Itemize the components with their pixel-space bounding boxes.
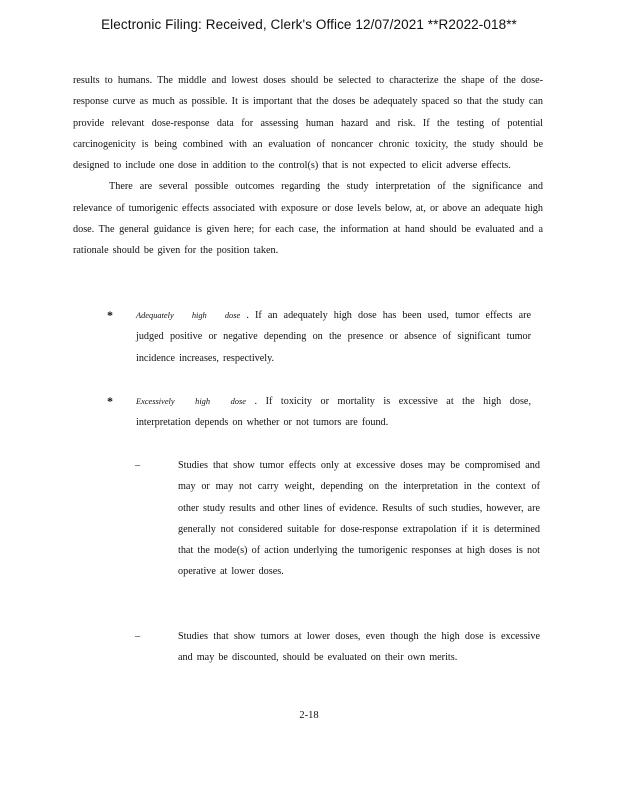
asterisk-bullet-icon: *	[107, 394, 113, 408]
sub-item-text: Studies that show tumors at lower doses, even though the high dose is excessive and may be discounted, should be evaluated on their own merits.	[178, 631, 540, 664]
sub-item-lower-doses	[73, 626, 543, 669]
bullet-content	[136, 391, 531, 434]
bullet-title: Adequately high dose	[136, 311, 241, 320]
bullet-adequately-high-dose	[73, 305, 543, 369]
bullet-content	[136, 305, 531, 369]
asterisk-bullet-icon: *	[107, 308, 113, 322]
sub-item-excessive-doses	[73, 455, 543, 583]
paragraph-outcomes: There are several possible outcomes regarding the study interpretation of the significance and relevance of tumorigenic effects associated with exposure or dose levels below, at, or above an adequate high dose. The general guidance is given here; for each case, the information at hand should be evaluated and a rationale should be given for the position taken.	[73, 181, 543, 257]
dash-bullet-icon: –	[135, 631, 141, 642]
bullet-text: . If toxicity or mortality is excessive at the high dose, interpretation depends on whether or not tumors are found.	[136, 396, 532, 429]
dash-bullet-icon: –	[135, 460, 141, 471]
filing-stamp-header: Electronic Filing: Received, Clerk's Office 12/07/2021 **R2022-018**	[101, 17, 517, 32]
bullet-title: Excessively high dose	[136, 397, 246, 406]
page-number: 2-18	[299, 710, 319, 721]
bullet-excessively-high-dose	[73, 391, 543, 434]
sub-item-text: Studies that show tumor effects only at excessive doses may be compromised and may or may not carry weight, depending on the interpretation in the context of other study results and other lines of evidence. Results of such studies, however, are generally not considered suitable for dose-response extrapolation if it is determined that the mode(s) of action underlying the tumorigenic responses at high doses is not operative at lower doses.	[178, 460, 540, 578]
body-text	[73, 70, 543, 262]
bullet-text: . If an adequately high dose has been used, tumor effects are judged positive or negative depending on the presence or absence of significant tumor incidence increases, respectively.	[136, 310, 531, 364]
paragraph-continuation: results to humans. The middle and lowest doses should be selected to characterize the shape of the dose-response curve as much as possible. It is important that the doses be adequately spaced so that the study can provide relevant dose-response data for assessing human hazard and risk. If the testing of potential carcinogenicity is being combined with an evaluation of noncancer chronic toxicity, the study should be designed to include one dose in addition to the control(s) that is not expected to elicit adverse effects.	[73, 75, 543, 172]
